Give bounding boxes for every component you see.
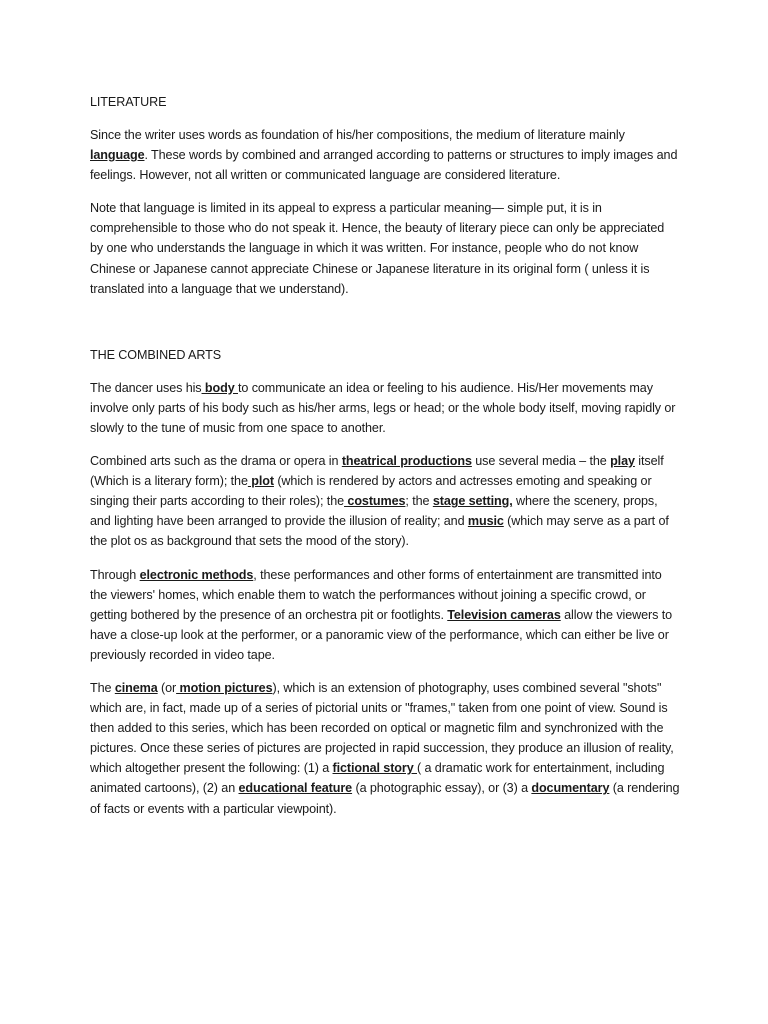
text-run: (which is rendered by actors and actresses emoting and speaking or singing their parts according to their roles); the [90,474,652,509]
keyword-plot: plot [247,474,274,489]
keyword-educational-feature: educational feature [238,781,353,796]
text-run: The dancer uses his [90,380,202,395]
keyword-play: play [610,454,635,469]
paragraph-literature-medium [90,125,680,185]
text-run: Note that language is limited in its appeal to express a particular meaning— simple put, it is in comprehensible to those who do not speak it. Hence, the beauty of literary piece can only be appreciated by one who understands the language in which it was written. For instance, people who do not know Chinese or Japanese cannot appreciate Chinese or Japanese literature in its original form ( unless it is translated into a language that we understand). [90,201,665,296]
text-run: ; the [405,494,433,509]
section-spacer [90,312,680,345]
keyword-music: music [467,514,504,529]
text-run: (which may serve as a part of the plot os as background that sets the mood of the story). [90,514,669,549]
text-run: , these performances and other forms of entertainment are transmitted into the viewers' homes, which enable them to watch the performances without joining a specific crowd, or getting bothered by the presence of an orchestra pit or footlights. [90,567,662,622]
text-run: allow the viewers to have a close-up look at the performer, or a panoramic view of the performance, which can either be live or previously recorded in video tape. [90,607,673,662]
text-run: ( a dramatic work for entertainment, including animated cartoons), (2) an [90,761,665,796]
text-run: where the scenery, props, and lighting have been arranged to provide the illusion of reality; and [90,494,658,529]
text-run: itself (Which is a literary form); the [90,454,664,489]
text-run: Combined arts such as the drama or opera in [90,454,342,469]
keyword-documentary: documentary [531,781,610,796]
text-run: The [90,680,115,695]
keyword-fictional-story: fictional story [332,761,418,776]
text-run: ), which is an extension of photography, uses combined several "shots" which are, in fact, made up of a series of pictorial units or "frames," taken from one point of view. Sound is then added to this series, which has been recorded on optical or magnetic film and synchronized with the pictures. Once these series of pictures are projected in rapid succession, they produce an illusion of reality, which altogether present the following: (1) a [90,680,674,776]
keyword-theatrical-productions: theatrical productions [341,454,472,469]
paragraph-cinema [90,678,680,819]
document-page [90,92,680,832]
paragraph-electronic-methods [90,565,680,665]
text-run: Since the writer uses words as foundation of his/her compositions, the medium of literature mainly [90,128,625,142]
keyword-body: body [201,380,238,395]
text-run: to communicate an idea or feeling to his audience. His/Her movements may involve only parts of his body such as his/her arms, legs or head; or the whole body itself, moving rapidly or slowly to the tune of music from one space to another. [90,380,676,435]
text-run: . These words by combined and arranged according to patterns or structures to imply images and feelings. However, not all written or communicated language are considered literature. [90,148,678,183]
keyword-motion-pictures: motion pictures [176,680,273,695]
paragraph-combined-arts-media [90,451,680,551]
text-run: (or [157,680,177,695]
keyword-television-cameras: Television cameras [447,607,561,622]
text-run: Through [90,567,140,582]
keyword-stage-setting: stage setting, [432,494,513,509]
keyword-costumes: costumes [344,494,406,509]
text-run: (a rendering of facts or events with a particular viewpoint). [90,781,680,816]
keyword-language: language [90,148,145,163]
section-heading-combined-arts: THE COMBINED ARTS [90,347,222,362]
text-run: (a photographic essay), or (3) a [352,781,532,796]
keyword-electronic-methods: electronic methods [139,567,254,582]
text-run: use several media – the [471,454,611,469]
paragraph-language-limits [90,198,680,298]
keyword-cinema: cinema [114,680,158,695]
paragraph-dancer [90,378,680,438]
section-heading-literature: LITERATURE [90,95,167,109]
